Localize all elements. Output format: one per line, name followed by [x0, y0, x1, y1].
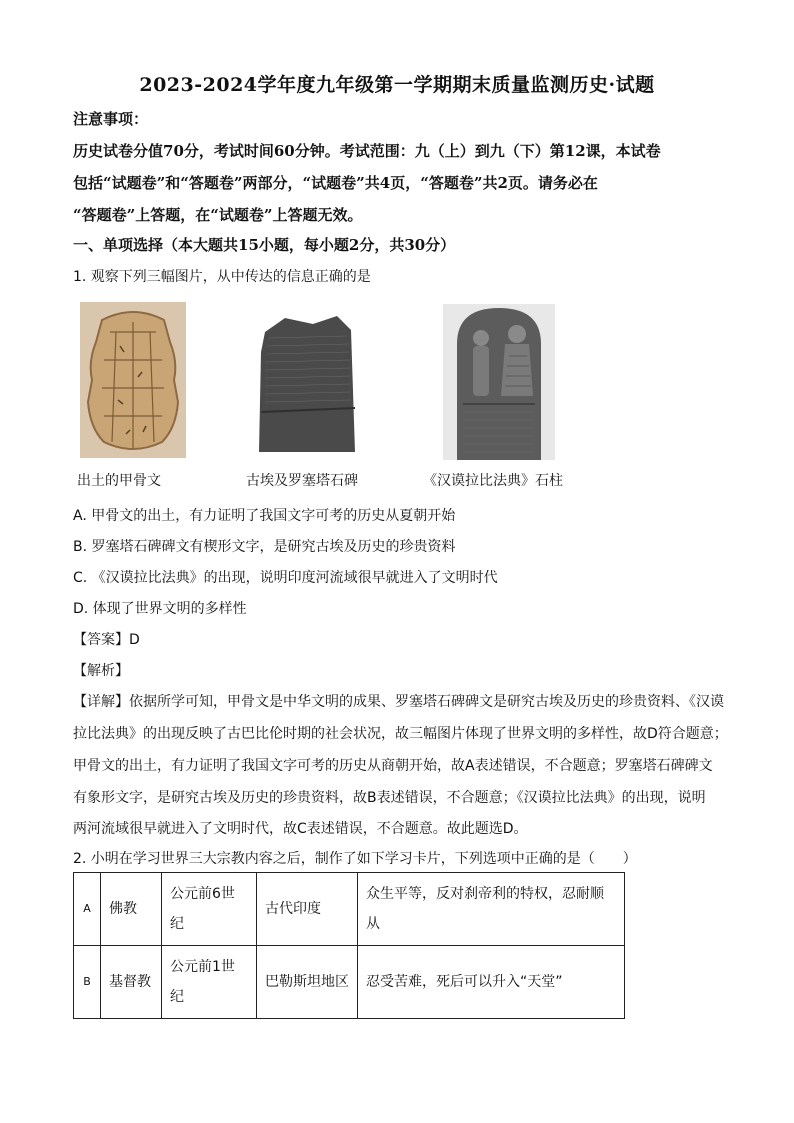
oracle-bone-image [80, 302, 186, 458]
notice-heading: 注意事项： [73, 110, 149, 128]
q1-detail-line-4: 有象形文字，是研究古埃及历史的珍贵资料，故B表述错误，不合题意；《汉谟拉比法典》的出现，说明 [73, 790, 706, 806]
q1-option-a: A. 甲骨文的出土，有力证明了我国文字可考的历史从夏朝开始 [73, 508, 456, 524]
hammurabi-stele-image [443, 304, 555, 460]
q2-stem: 2. 小明在学习世界三大宗教内容之后，制作了如下学习卡片，下列选项中正确的是（ ） [73, 851, 637, 867]
q1-detail-line-1: 【详解】依据所学可知，甲骨文是中华文明的成果、罗塞塔石碑碑文是研究古埃及历史的珍贵资料、《汉谟 [73, 694, 724, 710]
q1-detail-line-3: 甲骨文的出土，有力证明了我国文字可考的历史从商朝开始，故A表述错误，不合题意；罗塞塔石碑碑文 [73, 758, 713, 774]
row-letter: A [74, 873, 101, 946]
doctrine: 忍受苦难，死后可以升入“天堂” [358, 946, 625, 1019]
table-row [74, 946, 625, 1019]
q1-detail-line-2: 拉比法典》的出现反映了古巴比伦时期的社会状况，故三幅图片体现了世界文明的多样性，故D符合题意； [73, 726, 728, 742]
q1-option-c: C. 《汉谟拉比法典》的出现，说明印度河流域很早就进入了文明时代 [73, 570, 498, 586]
q1-analysis-tag: 【解析】 [73, 663, 129, 679]
q1-option-b: B. 罗塞塔石碑碑文有楔形文字，是研究古埃及历史的珍贵资料 [73, 539, 456, 555]
religion-name: 基督教 [101, 946, 162, 1019]
notice-line-1: 历史试卷分值70分，考试时间60分钟。考试范围：九（上）到九（下）第12课，本试卷 [73, 142, 661, 160]
notice-line-3: “答题卷”上答题，在“试题卷”上答题无效。 [73, 206, 363, 224]
notice-line-2: 包括“试题卷”和“答题卷”两部分，“试题卷”共4页，“答题卷”共2页。请务必在 [73, 174, 598, 192]
q2-study-card-table [73, 872, 625, 1019]
origin-time: 公元前1世 纪 [162, 946, 257, 1019]
rosetta-stone-image [255, 312, 359, 458]
page-title: 2023-2024学年度九年级第一学期期末质量监测历史·试题 [139, 74, 655, 96]
row-letter: B [74, 946, 101, 1019]
religion-name: 佛教 [101, 873, 162, 946]
q1-detail-line-5: 两河流域很早就进入了文明时代，故C表述错误，不合题意。故此题选D。 [73, 821, 528, 837]
caption-rosetta-stone: 古埃及罗塞塔石碑 [246, 473, 358, 489]
q1-stem: 1. 观察下列三幅图片，从中传达的信息正确的是 [73, 269, 371, 285]
section-heading: 一、单项选择（本大题共15小题，每小题2分，共30分） [73, 236, 456, 254]
q1-answer: 【答案】D [73, 632, 140, 648]
origin-place: 古代印度 [257, 873, 358, 946]
table-row [74, 873, 625, 946]
origin-time: 公元前6世 纪 [162, 873, 257, 946]
origin-place: 巴勒斯坦地区 [257, 946, 358, 1019]
doctrine: 众生平等，反对刹帝利的特权，忍耐顺从 [358, 873, 625, 946]
caption-hammurabi-stele: 《汉谟拉比法典》石柱 [423, 473, 563, 489]
caption-oracle-bone: 出土的甲骨文 [77, 473, 161, 489]
q1-option-d: D. 体现了世界文明的多样性 [73, 601, 247, 617]
